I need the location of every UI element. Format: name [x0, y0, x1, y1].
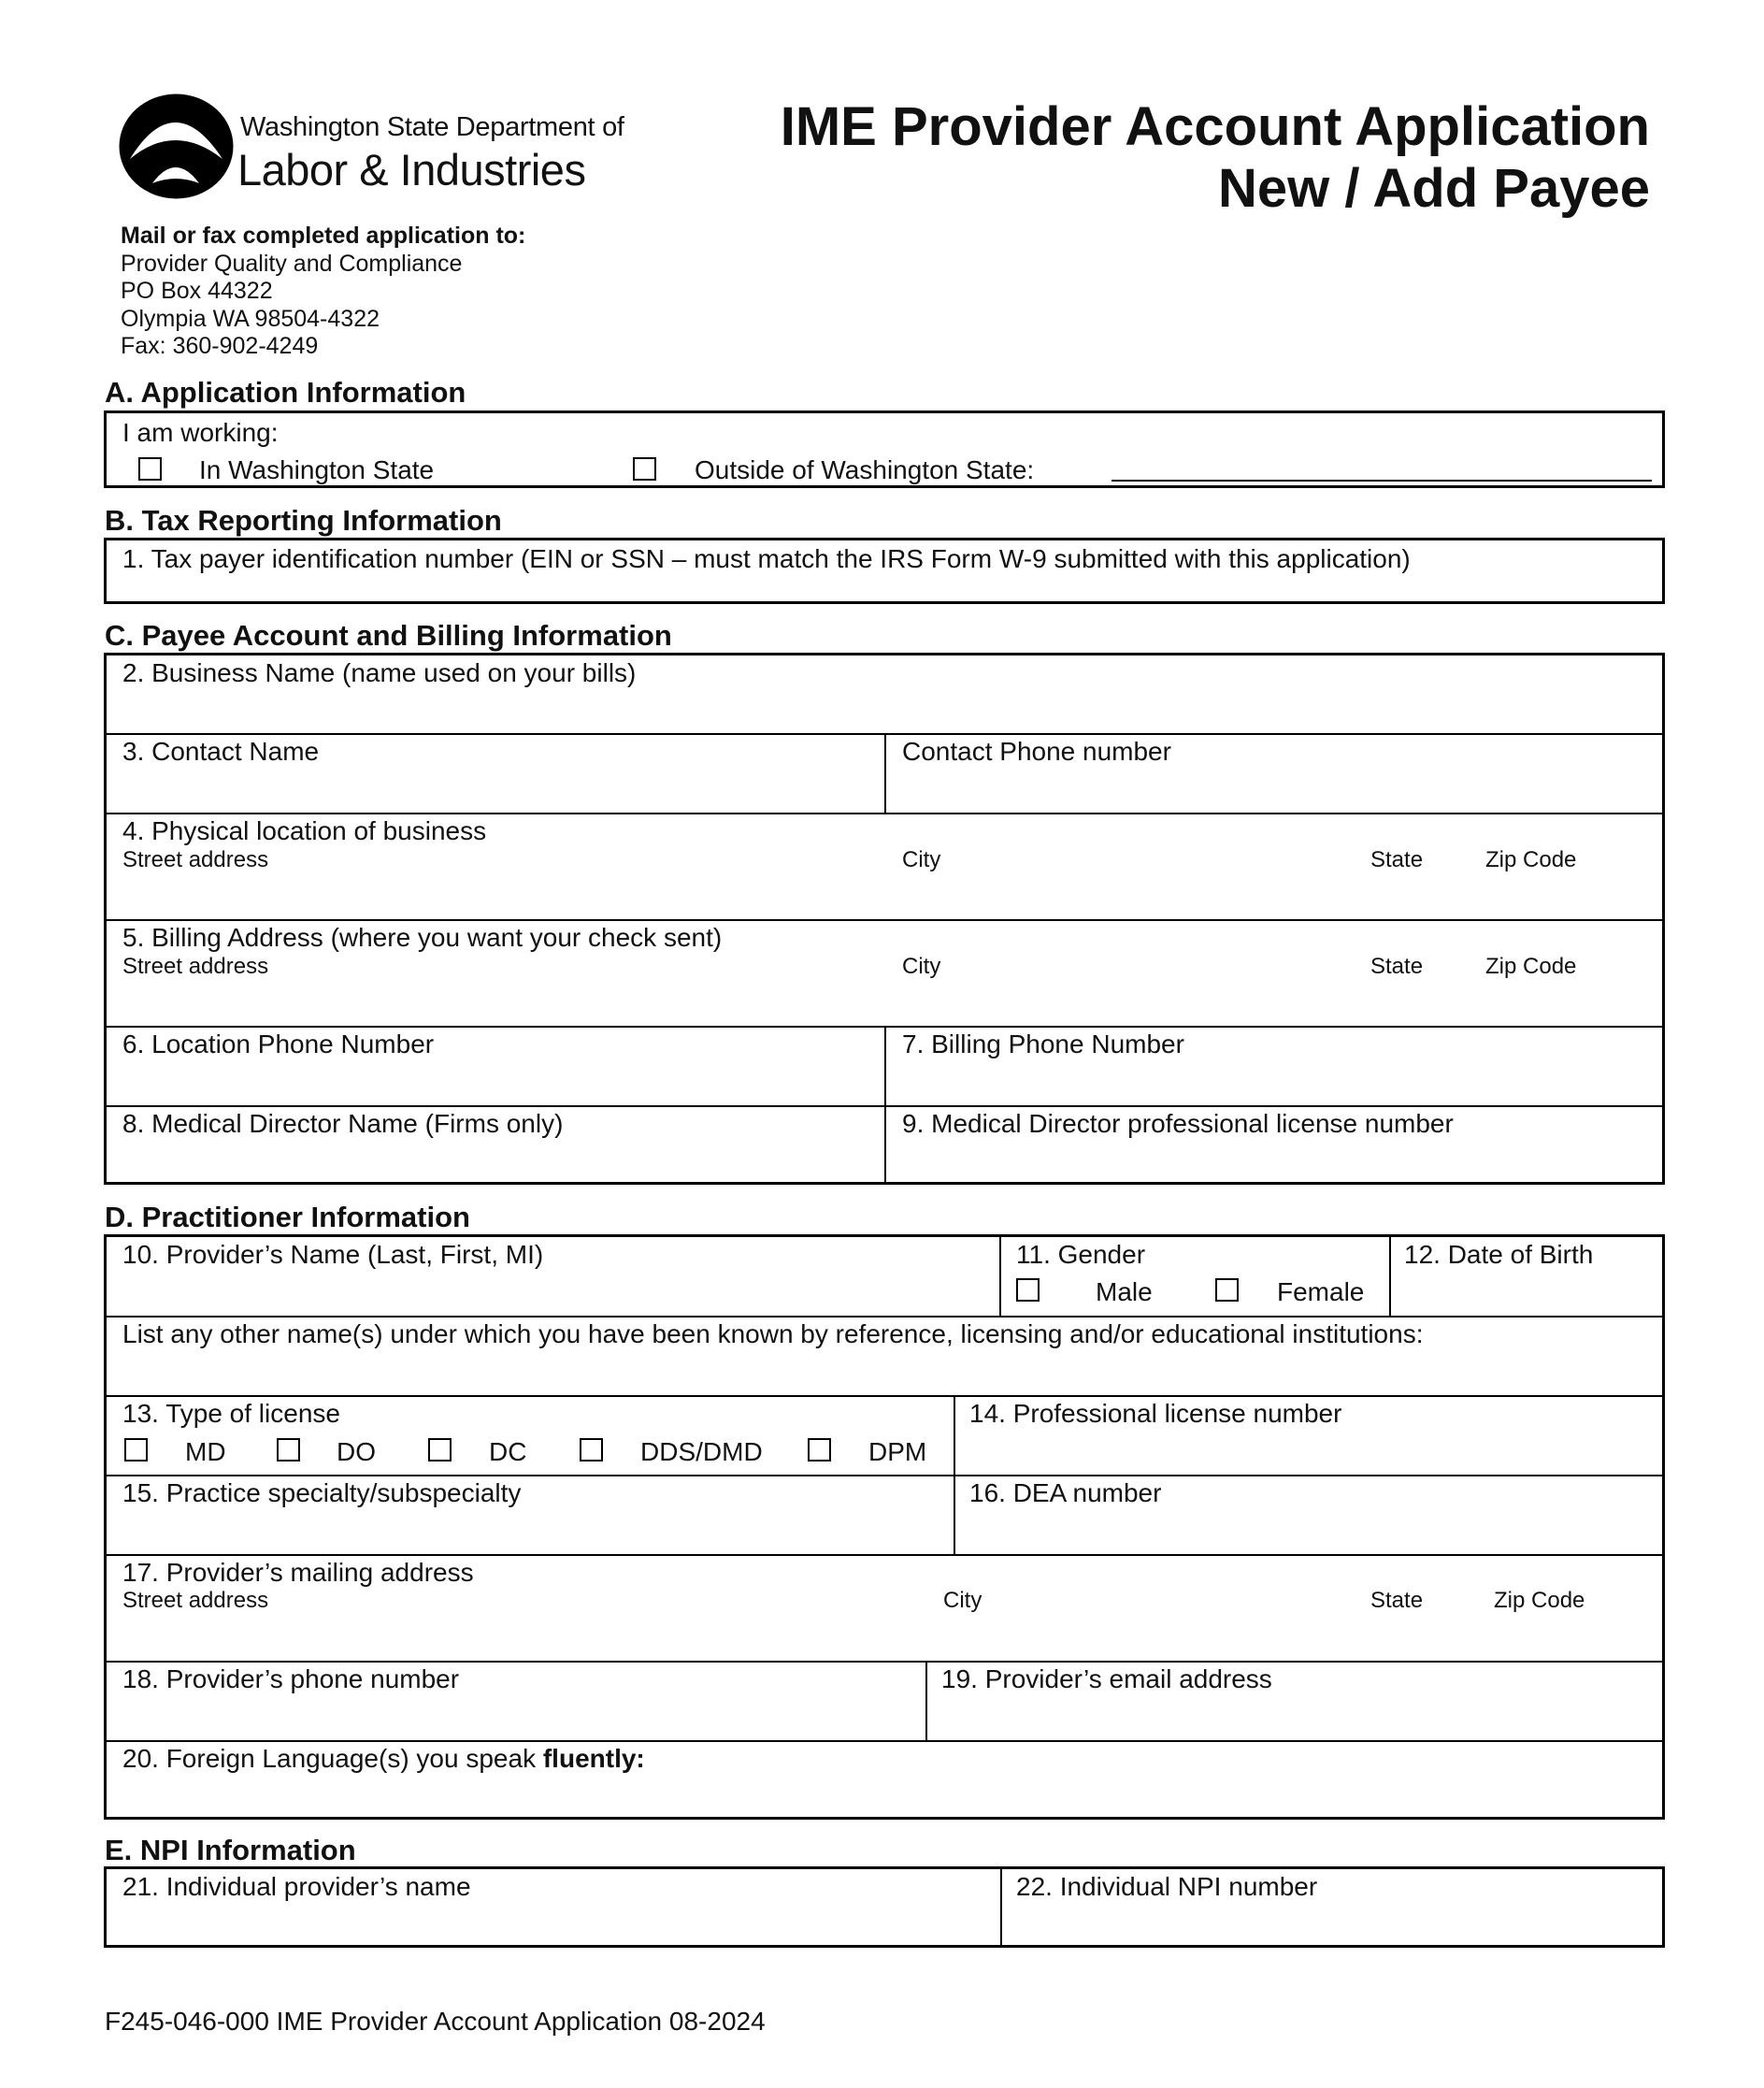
specialty-field[interactable]: 15. Practice specialty/subspecialty — [122, 1478, 522, 1507]
medical-director-license-field[interactable]: 9. Medical Director professional license number — [902, 1109, 1454, 1138]
state-label: State — [1370, 1588, 1424, 1613]
form-title — [781, 96, 1650, 220]
column-divider — [884, 733, 886, 813]
state-label: State — [1370, 847, 1424, 872]
tin-label: 1. Tax payer identification number (EIN or SSN – must match the IRS Form W-9 submitted with this application) — [122, 544, 1411, 573]
business-name-field[interactable]: 2. Business Name (name used on your bills) — [122, 658, 637, 687]
license-number-field[interactable]: 14. Professional license number — [969, 1399, 1342, 1428]
state-label: State — [1370, 954, 1424, 979]
outside-washington-checkbox[interactable] — [633, 457, 656, 481]
section-e-heading: E. NPI Information — [105, 1834, 356, 1866]
section-c-heading: C. Payee Account and Billing Information — [105, 619, 672, 652]
individual-npi-field[interactable]: 22. Individual NPI number — [1016, 1872, 1318, 1901]
provider-name-field[interactable]: 10. Provider’s Name (Last, First, MI) — [122, 1240, 544, 1269]
provider-phone-field[interactable]: 18. Provider’s phone number — [122, 1664, 460, 1693]
working-label: I am working: — [122, 418, 279, 447]
billing-phone-field[interactable]: 7. Billing Phone Number — [902, 1030, 1184, 1058]
agency-logo — [119, 94, 234, 199]
license-type-label: 13. Type of license — [122, 1399, 340, 1428]
license-dds-dmd-label: DDS/DMD — [640, 1437, 763, 1466]
zip-code-label: Zip Code — [1485, 847, 1577, 872]
column-divider — [1000, 1869, 1002, 1945]
row-divider — [107, 813, 1662, 814]
gender-male-label: Male — [1096, 1277, 1153, 1306]
outside-washington-field[interactable] — [1111, 480, 1652, 482]
gender-label: 11. Gender — [1016, 1240, 1146, 1269]
zip-code-label: Zip Code — [1485, 954, 1577, 979]
contact-name-field[interactable]: 3. Contact Name — [122, 737, 320, 766]
section-b-heading: B. Tax Reporting Information — [105, 504, 502, 537]
row-divider — [107, 1316, 1662, 1318]
gender-female-label: Female — [1277, 1277, 1365, 1306]
street-address-label: Street address — [122, 847, 269, 872]
row-divider — [107, 919, 1662, 921]
column-divider — [925, 1661, 927, 1740]
in-washington-label: In Washington State — [199, 455, 435, 484]
column-divider — [954, 1395, 955, 1554]
foreign-languages-field[interactable] — [122, 1744, 645, 1774]
provider-email-field[interactable]: 19. Provider’s email address — [941, 1664, 1272, 1693]
billing-address-field[interactable]: 5. Billing Address (where you want your check sent) — [122, 923, 723, 952]
languages-emphasis: fluently: — [542, 1744, 645, 1773]
practitioner-info-box — [104, 1234, 1665, 1820]
physical-location-field[interactable]: 4. Physical location of business — [122, 816, 487, 845]
column-divider — [1389, 1237, 1391, 1316]
contact-phone-field[interactable]: Contact Phone number — [902, 737, 1171, 766]
row-divider — [107, 1661, 1662, 1663]
section-d-heading: D. Practitioner Information — [105, 1201, 470, 1233]
npi-info-box — [104, 1866, 1665, 1948]
street-address-label: Street address — [122, 954, 269, 979]
license-dpm-checkbox[interactable] — [808, 1438, 831, 1462]
license-dds-dmd-checkbox[interactable] — [580, 1438, 603, 1462]
row-divider — [107, 1475, 1662, 1476]
column-divider — [999, 1237, 1001, 1316]
application-info-box — [104, 410, 1665, 488]
languages-label: 20. Foreign Language(s) you speak — [122, 1744, 543, 1773]
row-divider — [107, 1554, 1662, 1556]
tax-reporting-box[interactable] — [104, 538, 1665, 604]
mail-line: Provider Quality and Compliance — [121, 250, 463, 277]
medical-director-name-field[interactable]: 8. Medical Director Name (Firms only) — [122, 1109, 564, 1138]
license-md-label: MD — [185, 1437, 226, 1466]
dea-number-field[interactable]: 16. DEA number — [969, 1478, 1162, 1507]
row-divider — [107, 1395, 1662, 1397]
mail-lead: Mail or fax completed application to: — [121, 223, 526, 249]
license-do-label: DO — [337, 1437, 376, 1466]
mailing-instructions — [121, 223, 525, 361]
payee-account-box — [104, 653, 1665, 1185]
gender-male-checkbox[interactable] — [1016, 1278, 1040, 1302]
city-label: City — [902, 847, 941, 872]
section-a-heading: A. Application Information — [105, 376, 466, 409]
license-dpm-label: DPM — [868, 1437, 927, 1466]
agency-name-line1: Washington State Department of — [240, 112, 624, 142]
license-md-checkbox[interactable] — [124, 1438, 148, 1462]
license-dc-label: DC — [489, 1437, 527, 1466]
form-title-line1: IME Provider Account Application — [780, 96, 1650, 157]
city-label: City — [943, 1588, 982, 1613]
form-number-footer: F245-046-000 IME Provider Account Application 08-2024 — [105, 2007, 766, 2036]
column-divider — [884, 1026, 886, 1185]
date-of-birth-field[interactable]: 12. Date of Birth — [1404, 1240, 1594, 1269]
mail-line: PO Box 44322 — [121, 278, 273, 304]
fax-line: Fax: 360-902-4249 — [121, 333, 319, 359]
zip-code-label: Zip Code — [1494, 1588, 1585, 1613]
in-washington-checkbox[interactable] — [138, 457, 162, 481]
mailing-address-field[interactable]: 17. Provider’s mailing address — [122, 1558, 474, 1587]
mail-line: Olympia WA 98504-4322 — [121, 305, 380, 332]
other-names-field[interactable]: List any other name(s) under which you have been known by reference, licensing and/or educational institutions: — [122, 1319, 1424, 1348]
street-address-label: Street address — [122, 1588, 269, 1613]
individual-provider-name-field[interactable]: 21. Individual provider’s name — [122, 1872, 471, 1901]
gender-female-checkbox[interactable] — [1215, 1278, 1239, 1302]
city-label: City — [902, 954, 941, 979]
license-dc-checkbox[interactable] — [428, 1438, 452, 1462]
form-title-line2: New / Add Payee — [1217, 158, 1650, 219]
license-do-checkbox[interactable] — [277, 1438, 300, 1462]
row-divider — [107, 1740, 1662, 1742]
location-phone-field[interactable]: 6. Location Phone Number — [122, 1030, 435, 1058]
outside-washington-label: Outside of Washington State: — [695, 455, 1035, 484]
agency-name-line2: Labor & Industries — [237, 145, 586, 194]
